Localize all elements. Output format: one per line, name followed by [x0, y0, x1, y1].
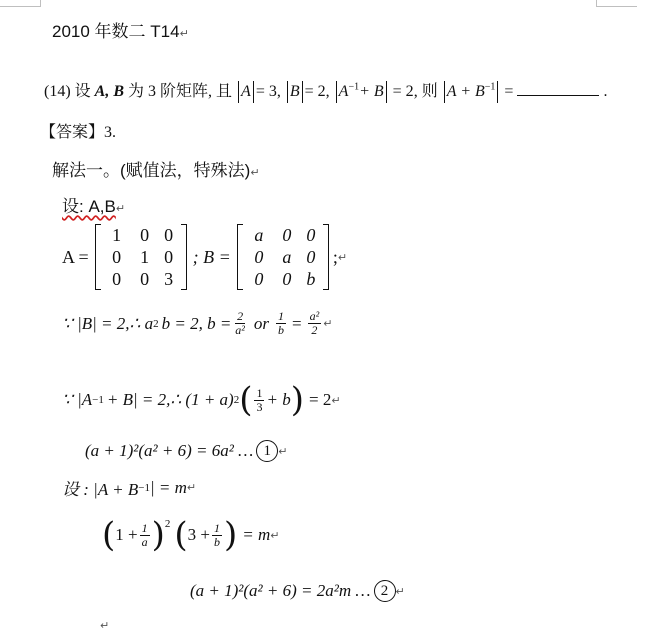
method-heading: 解法一。(赋值法，特殊法)↵: [52, 161, 260, 180]
matrix-cell: a: [254, 224, 264, 245]
equation-line-3: (a + 1)²(a² + 6) = 6a² … 1 ↵: [85, 441, 288, 460]
matrix-cell: 0: [140, 268, 150, 289]
paragraph-mark-icon: ↵: [337, 250, 348, 264]
paragraph-mark-icon: ↵: [100, 619, 110, 632]
det-bar: [238, 81, 239, 103]
matrix-cell: 0: [112, 246, 122, 267]
det-bar: [444, 81, 445, 103]
bracket-right: [323, 224, 329, 290]
matrix-separator: ; B =: [192, 246, 231, 267]
paren-close: ): [223, 515, 238, 555]
matrix-a-grid: [101, 224, 181, 290]
det-bar: [497, 81, 498, 103]
paragraph-mark-icon: ↵: [270, 528, 280, 542]
matrix-a-label: A =: [62, 246, 89, 267]
equation-line-1: ∵ |B| = 2,∴ a 2 b = 2, b = $\frac{2}{\text{a²}}$ or $\frac{1}{b}$ = $\frac{\text{a²}}{2}$ ↵: [62, 309, 333, 337]
paragraph-mark-icon: ↵: [331, 393, 341, 407]
equation-line-6: (a + 1)²(a² + 6) = 2a²m … 2 ↵: [190, 581, 405, 600]
fraction: $\frac{2}{\text{a²}}$: [235, 309, 245, 337]
question-line: (14) 设 A, B 为 3 阶矩阵, 且 A = 3, B = 2, $A^{-1}+ B = 2$, 则 $A + B^{-1}$ = .: [44, 78, 607, 103]
matrix-cell: 0: [254, 246, 264, 267]
answer-value: 3.: [104, 124, 117, 141]
matrix-cell: a: [282, 246, 292, 267]
paragraph-mark-icon: ↵: [395, 584, 405, 598]
paragraph-mark-icon: ↵: [115, 202, 126, 215]
paren-open: (: [102, 515, 116, 555]
paren-open: (: [174, 515, 188, 555]
circled-number-2: 2: [374, 580, 396, 602]
matrix-cell: 0: [306, 246, 316, 267]
fraction: $\frac{1}{a}$: [141, 520, 148, 549]
det-bar: [302, 81, 303, 103]
det-bar: [253, 81, 254, 103]
paragraph-mark-icon: ↵: [278, 444, 288, 458]
fraction: $\frac{1}{3}$: [256, 385, 263, 414]
paragraph-mark-icon: ↵: [179, 27, 189, 40]
matrix-cell: 0: [282, 268, 292, 289]
page-corner-top-left: [0, 0, 41, 7]
paragraph-mark-icon: ↵: [186, 481, 197, 494]
matrix-definitions: A = 1 0 0 0 1 0 0 0 3 ; B = a 0 0 0 a 0 0 0 b ; ↵: [62, 224, 348, 289]
det-bar: [287, 81, 288, 103]
paren-close: ): [290, 380, 304, 420]
equation-line-4: 设 : |A + B −1 | = m ↵: [62, 477, 197, 499]
matrix-cell: 0: [164, 224, 174, 245]
doc-title: 2010 年数二 T14↵: [52, 22, 189, 41]
page-corner-top-right: [596, 0, 637, 7]
equation-line-2: ∵ |A −1 + B| = 2,∴ (1 + a) 2 ( $\frac{1}{3}$ + b ) = 2 ↵: [62, 380, 341, 420]
det-bar: [386, 81, 387, 103]
answer-blank: [517, 81, 599, 96]
matrix-cell: 1: [112, 224, 122, 245]
circled-number-1: 1: [256, 440, 278, 462]
fraction: $\frac{1}{b}$: [213, 520, 220, 549]
question-number: (14): [44, 83, 71, 100]
matrix-cell: 0: [306, 224, 316, 245]
matrix-cell: 0: [282, 224, 292, 245]
fraction: $\frac{1}{b}$: [278, 309, 285, 337]
paren-close: ): [151, 515, 165, 555]
det-bar: [336, 81, 337, 103]
matrix-cell: 0: [164, 246, 174, 267]
paragraph-mark-icon: ↵: [323, 317, 333, 330]
answer-label: 【答案】: [40, 124, 105, 141]
matrix-cell: 1: [140, 246, 150, 267]
matrix-b-grid: [243, 224, 323, 290]
bracket-right: [181, 224, 187, 290]
equation-line-5: ( 1 + $\frac{1}{a}$ ) $^2$ ( 3 + $\frac{1}{b}$ ) = m ↵: [102, 515, 280, 555]
matrix-a: [95, 224, 187, 290]
matrix-cell: 0: [254, 268, 264, 289]
paragraph-mark-icon: ↵: [250, 166, 260, 179]
paren-open: (: [239, 380, 253, 420]
matrix-cell: 0: [112, 268, 122, 289]
set-label: 设: A,B↵: [62, 197, 126, 216]
matrix-b: [237, 224, 329, 290]
answer-line: [40, 119, 116, 142]
matrix-cell: b: [306, 268, 316, 289]
matrix-cell: 0: [140, 224, 150, 245]
matrix-cell: 3: [164, 268, 174, 289]
fraction: $\frac{\text{a²}}{2}$: [309, 309, 320, 337]
